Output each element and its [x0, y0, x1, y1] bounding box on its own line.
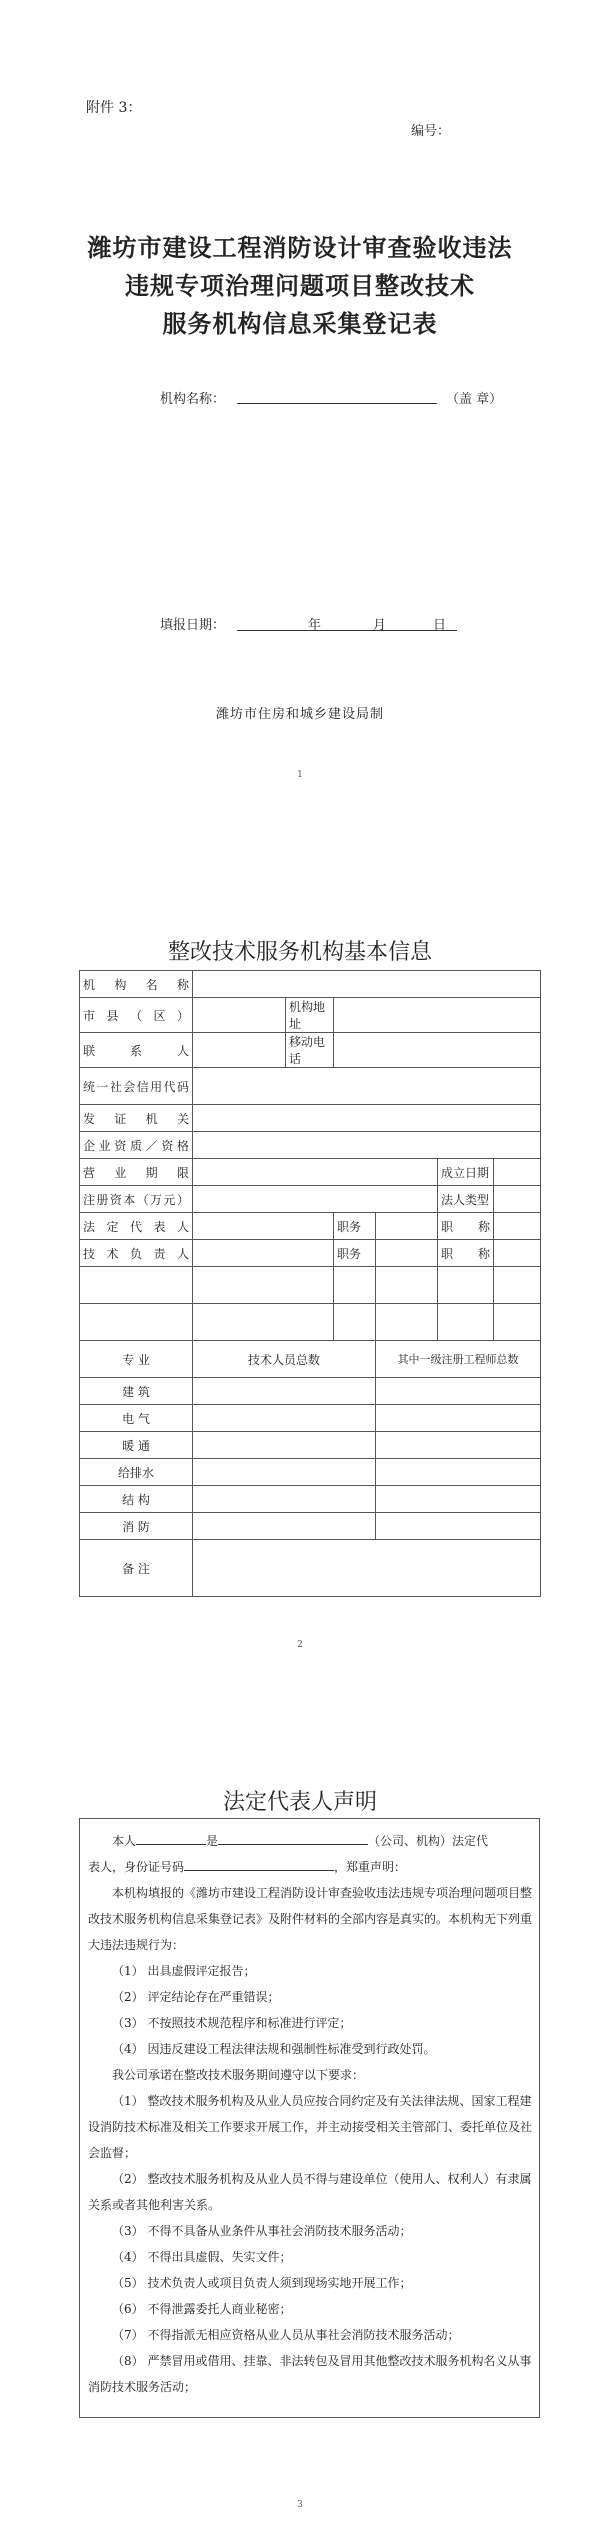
attachment-label: 附件 3： [86, 100, 142, 116]
declaration-id [88, 1854, 532, 1880]
tech-lead-cell[interactable] [193, 1240, 334, 1267]
capital-cell-label: 注册资本（万元） [80, 1186, 193, 1213]
declaration-item: （4） 因违反建设工程法律法规和强制性标准受到行政处罚。 [112, 2042, 436, 2056]
declaration-paragraph: 我公司承诺在整改技术服务期间遵守以下要求： [112, 2068, 365, 2082]
legal-type-cell[interactable] [494, 1186, 541, 1213]
org-name-cell[interactable] [193, 971, 541, 998]
contact-cell-label: 联 系 人 [80, 1033, 193, 1068]
day-label: 日 [433, 618, 447, 633]
staff-total-cell[interactable] [193, 1378, 376, 1405]
page-number-3: 3 [297, 2500, 303, 2510]
major-fire: 消 防 [80, 1513, 193, 1540]
staff-total-cell[interactable] [193, 1459, 376, 1486]
declaration-item: （1） 出具虚假评定报告； [112, 1964, 256, 1978]
remarks-cell[interactable] [193, 1540, 541, 1597]
table-row [80, 1240, 541, 1267]
intro-is: 是 [206, 1834, 219, 1848]
founded-date-cell-label: 成立日期 [438, 1159, 494, 1186]
remarks-label: 备 注 [80, 1540, 193, 1597]
qualification-cell-label: 企业资质／资格 [80, 1132, 193, 1159]
table-row [80, 1186, 541, 1213]
declaration-body [88, 1828, 532, 2400]
legal-rep-title-cell[interactable] [494, 1213, 541, 1240]
fill-date-field[interactable] [237, 630, 457, 631]
declaration-item: （3） 不得不具备从业条件从事社会消防技术服务活动； [112, 2224, 412, 2238]
engineer-total-cell[interactable] [376, 1378, 541, 1405]
business-term-cell[interactable] [193, 1159, 438, 1186]
table-row [80, 1405, 541, 1432]
credit-code-cell[interactable] [193, 1068, 541, 1105]
staff-total-header: 技术人员总数 [193, 1341, 376, 1378]
blank-cell[interactable] [438, 1304, 494, 1341]
mobile-cell[interactable] [334, 1033, 541, 1068]
staff-total-cell[interactable] [193, 1432, 376, 1459]
major-structure: 结 构 [80, 1486, 193, 1513]
address-cell-label: 机构地址 [286, 998, 334, 1033]
month-label: 月 [373, 618, 387, 633]
tech-lead-position-label: 职务 [334, 1240, 376, 1267]
blank-cell[interactable] [334, 1267, 376, 1304]
fill-date-label: 填报日期： [160, 618, 226, 633]
table-row [80, 1341, 541, 1378]
table-row [80, 1068, 541, 1105]
tech-lead-title-cell[interactable] [494, 1240, 541, 1267]
founded-date-cell[interactable] [494, 1159, 541, 1186]
cover-title-line-1: 潍坊市建设工程消防设计审查验收违法 [87, 233, 513, 262]
blank-cell[interactable] [494, 1304, 541, 1341]
table-row [80, 1033, 541, 1068]
engineer-total-cell[interactable] [376, 1405, 541, 1432]
declaration-item: （7） 不得指派无相应资格从业人员从事社会消防技术服务活动； [112, 2328, 460, 2342]
legal-rep-cell[interactable] [193, 1213, 334, 1240]
issuing-authority-cell[interactable] [193, 1105, 541, 1132]
id-number-blank[interactable] [184, 1858, 334, 1871]
business-term-cell-label: 营 业 期 限 [80, 1159, 193, 1186]
declaration-intro [88, 1828, 532, 1854]
staff-total-cell[interactable] [193, 1405, 376, 1432]
qualification-cell[interactable] [193, 1132, 541, 1159]
legal-rep-cell-label: 法 定 代 表 人 [80, 1213, 193, 1240]
declaration-item: （1） 整改技术服务机构及从业人员应按合同约定及有关法律法规、国家工程建设消防技术标准及相关工作要求开展工作，并主动接受相关主管部门、委托单位及社会监督； [88, 2094, 533, 2160]
company-blank[interactable] [218, 1832, 368, 1845]
declaration-item: （6） 不得泄露委托人商业秘密； [112, 2302, 292, 2316]
table-row [80, 1105, 541, 1132]
table-row [80, 1304, 541, 1341]
blank-cell[interactable] [376, 1267, 438, 1304]
engineer-total-cell[interactable] [376, 1459, 541, 1486]
info-table [79, 970, 541, 1597]
tech-lead-title-label: 职 称 [438, 1240, 494, 1267]
cover-title [0, 229, 600, 343]
declaration-item: （8） 严禁冒用或借用、挂靠、非法转包及冒用其他整改技术服务机构名义从事消防技术服务活动； [88, 2354, 532, 2394]
engineer-total-cell[interactable] [376, 1513, 541, 1540]
blank-cell[interactable] [193, 1267, 334, 1304]
name-blank[interactable] [136, 1832, 206, 1845]
contact-cell[interactable] [193, 1033, 286, 1068]
staff-total-cell[interactable] [193, 1513, 376, 1540]
page-number-2: 2 [297, 1640, 303, 1650]
major-electrical: 电 气 [80, 1405, 193, 1432]
seal-label: （盖 章） [446, 392, 503, 407]
table-row [80, 1132, 541, 1159]
legal-type-cell-label: 法人类型 [438, 1186, 494, 1213]
table-row [80, 1513, 541, 1540]
declaration-item: （5） 技术负责人或项目负责人须到现场实地开展工作； [112, 2276, 412, 2290]
tech-lead-position-cell[interactable] [376, 1240, 438, 1267]
declaration-item: （2） 整改技术服务机构及从业人员不得与建设单位（使用人、权利人）有隶属关系或者其他利害关系。 [88, 2172, 532, 2212]
first-class-engineer-header: 其中一级注册工程师总数 [376, 1341, 541, 1378]
table-row [80, 1486, 541, 1513]
tech-lead-cell-label: 技 术 负 责 人 [80, 1240, 193, 1267]
declaration-item: （2） 评定结论存在严重错误； [112, 1990, 280, 2004]
table-row [80, 1213, 541, 1240]
major-architecture: 建 筑 [80, 1378, 193, 1405]
serial-number-label: 编号： [411, 124, 451, 139]
table-row [80, 1459, 541, 1486]
table-row [80, 1159, 541, 1186]
blank-cell[interactable] [193, 1304, 334, 1341]
blank-cell[interactable] [80, 1304, 193, 1341]
org-name-label: 机构名称： [160, 392, 226, 407]
legal-rep-position-label: 职务 [334, 1213, 376, 1240]
year-label: 年 [308, 618, 322, 633]
table-row [80, 1267, 541, 1304]
declaration-item: （3） 不按照技术规范程序和标准进行评定； [112, 2016, 352, 2030]
id-label: 表人，身份证号码 [88, 1860, 185, 1874]
county-cell[interactable] [193, 998, 286, 1033]
legal-rep-position-cell[interactable] [376, 1213, 438, 1240]
county-cell-label: 市 县 （ 区 ） [80, 998, 193, 1033]
org-name-cell-label: 机 构 名 称 [80, 971, 193, 998]
blank-cell[interactable] [80, 1267, 193, 1304]
table-row [80, 1540, 541, 1597]
address-cell[interactable] [334, 998, 541, 1033]
declaration-item: （4） 不得出具虚假、失实文件； [112, 2250, 292, 2264]
blank-cell[interactable] [438, 1267, 494, 1304]
legal-rep-title-label: 职 称 [438, 1213, 494, 1240]
info-table-title: 整改技术服务机构基本信息 [167, 940, 432, 965]
table-row [80, 998, 541, 1033]
table-row [80, 971, 541, 998]
page-number-1: 1 [297, 770, 303, 780]
table-row [80, 1432, 541, 1459]
engineer-total-cell[interactable] [376, 1486, 541, 1513]
declaration-paragraph: 本机构填报的《潍坊市建设工程消防设计审查验收违法违规专项治理问题项目整改技术服务机构信息采集登记表》及附件材料的全部内容是真实的。本机构无下列重大违法违规行为： [88, 1886, 533, 1952]
issuer-text: 潍坊市住房和城乡建设局制 [215, 707, 384, 722]
credit-code-cell-label: 统一社会信用代码 [80, 1068, 193, 1105]
blank-cell[interactable] [376, 1304, 438, 1341]
id-suffix: ，郑重声明： [334, 1860, 407, 1874]
org-name-field[interactable] [237, 403, 437, 404]
table-row [80, 1378, 541, 1405]
blank-cell[interactable] [334, 1304, 376, 1341]
major-hvac: 暖 通 [80, 1432, 193, 1459]
issuing-authority-cell-label: 发 证 机 关 [80, 1105, 193, 1132]
major-plumbing: 给排水 [80, 1459, 193, 1486]
cover-title-line-3: 服务机构信息采集登记表 [162, 309, 438, 338]
blank-cell[interactable] [494, 1267, 541, 1304]
intro-company: （公司、机构）法定代 [368, 1834, 489, 1848]
declaration-title: 法定代表人声明 [222, 1790, 377, 1815]
engineer-total-cell[interactable] [376, 1432, 541, 1459]
staff-total-cell[interactable] [193, 1486, 376, 1513]
major-header: 专 业 [80, 1341, 193, 1378]
capital-cell[interactable] [193, 1186, 438, 1213]
cover-title-line-2: 违规专项治理问题项目整改技术 [125, 271, 475, 300]
mobile-cell-label: 移动电话 [286, 1033, 334, 1068]
intro-self: 本人 [112, 1834, 137, 1848]
